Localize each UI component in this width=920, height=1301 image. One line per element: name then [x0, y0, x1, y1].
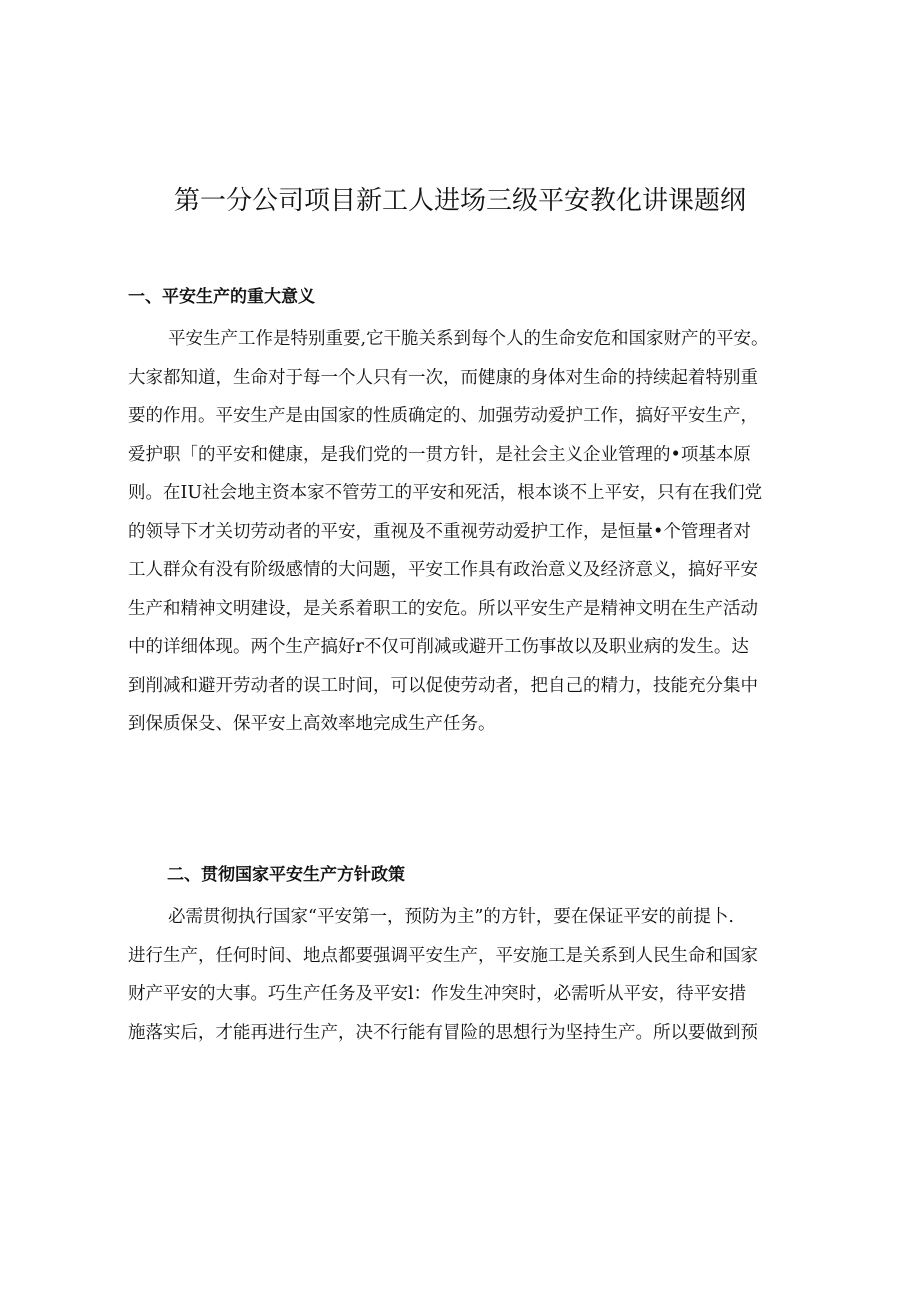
paragraph-line: 施落实后，才能再进行生产，决不行能有冒险的思想行为坚持生产。所以要做到预 — [128, 1022, 758, 1043]
paragraph-line: 平安生产工作是特别重要,它干脆关系到每个人的生命安危和国家财产的平安。 — [168, 329, 769, 349]
paragraph-line: 则。在IU社会地主资本家不管劳工的平安和死活，根本谈不上平安，只有在我们党 — [128, 483, 763, 503]
paragraph-line: 的领导下才关切劳动者的平安，重视及不重视劳动爱护工作，是恒量•个管理者对 — [128, 521, 751, 542]
section-heading-1: 一、平安生产的重大意义 — [128, 287, 315, 307]
paragraph-line: 工人群众有没有阶级感情的大问题，平安工作具有政治意义及经济意义，搞好平安 — [128, 560, 758, 580]
paragraph-line: 必需贯彻执行国家“平安第一，预防为主”的方针，要在保证平安的前提卜. — [168, 907, 734, 927]
section-1-paragraph — [128, 320, 800, 744]
paragraph-line: 到保质保殳、保平安上高效率地完成生产任务。 — [128, 714, 496, 734]
paragraph-line: 要的作用。平安生产是由国家的性质确定的、加强劳动爱护工作，搞好平安生产， — [128, 406, 758, 426]
paragraph-line: 到削减和避开劳动者的误工时间，可以促使劳动者，把自己的精力，技能充分集中 — [128, 675, 758, 696]
paragraph-line: 大家都知道，生命对于每一个人只有一次，而健康的身体对生命的持续起着特别重 — [128, 367, 758, 388]
section-heading-2: 二、贯彻国家平安生产方针政策 — [167, 865, 405, 885]
paragraph-line: 生产和精神文明建设，是关系着职工的安危。所以平安生产是精神文明在生产活动 — [128, 598, 758, 619]
paragraph-line: 爱护职「的平安和健康，是我们党的一贯方针，是社会主义企业管理的•项基本原 — [128, 444, 751, 465]
document-title: 第一分公司项目新工人进场三级平安教化讲课题纲 — [173, 186, 746, 216]
section-2-paragraph — [128, 898, 800, 1052]
paragraph-line: 财产平安的大事。巧生产任务及平安l：作发生冲突时，必需听从平安，待平安措 — [128, 984, 747, 1004]
paragraph-line: 中的详细体现。两个生产搞好r不仅可削减或避开工伤事故以及职业病的发生。达 — [128, 637, 749, 657]
paragraph-line: 进行生产，任何时间、地点都要强调平安生产，平安施工是关系到人民生命和国家 — [128, 945, 758, 966]
